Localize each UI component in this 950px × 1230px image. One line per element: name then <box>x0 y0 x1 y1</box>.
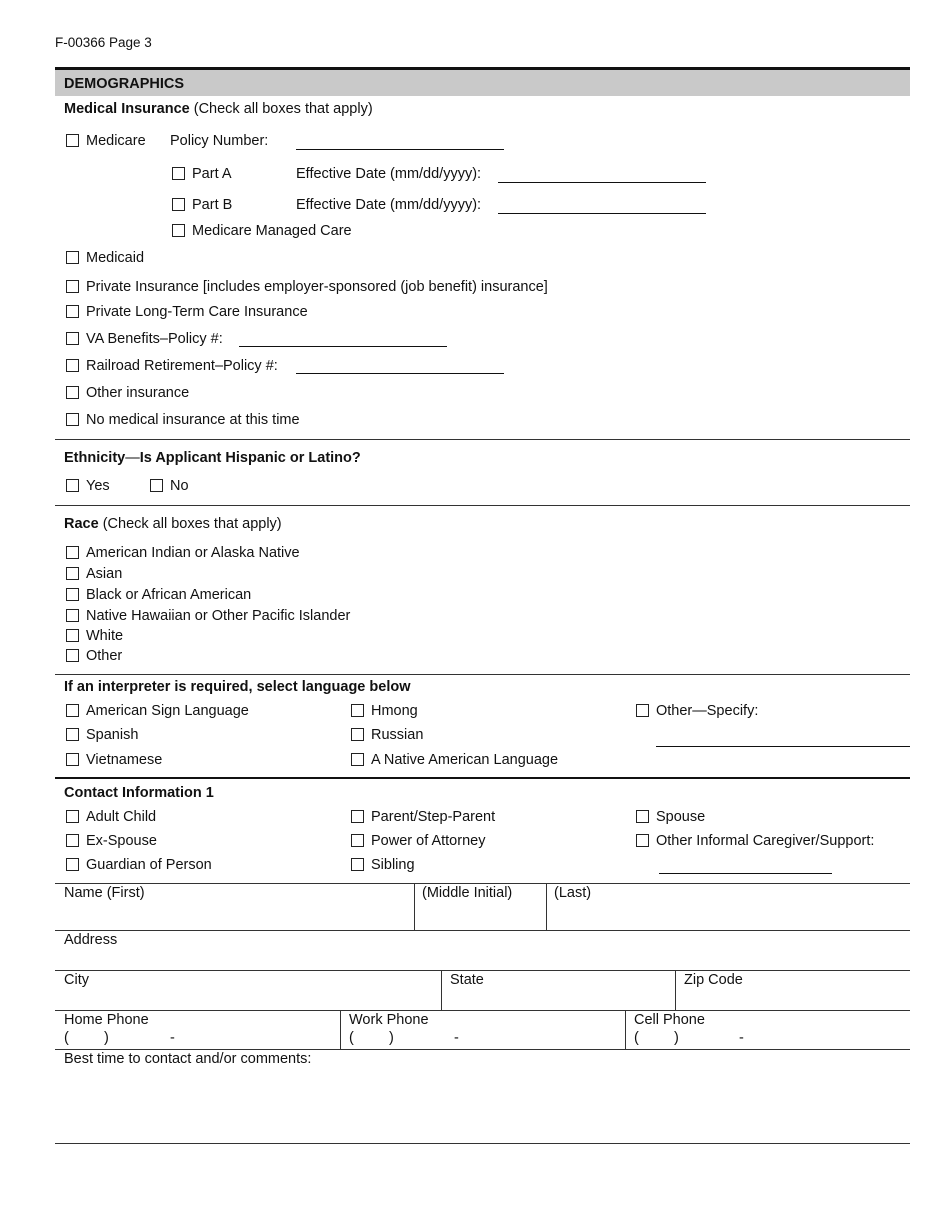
russian-label: Russian <box>371 727 424 743</box>
hmong-label: Hmong <box>371 703 418 719</box>
cell-phone-dash: - <box>739 1030 744 1046</box>
cell-divider <box>625 1010 626 1049</box>
ltc-insurance-checkbox[interactable] <box>66 305 79 318</box>
medical-insurance-heading: Medical Insurance (Check all boxes that apply) <box>64 101 373 117</box>
sibling-label: Sibling <box>371 857 415 873</box>
asl-checkbox[interactable] <box>66 704 79 717</box>
poa-label: Power of Attorney <box>371 833 486 849</box>
railroad-checkbox[interactable] <box>66 359 79 372</box>
other-insurance-label: Other insurance <box>86 385 190 401</box>
divider <box>55 883 910 884</box>
address-label: Address <box>64 932 118 948</box>
adult-child-label: Adult Child <box>86 809 157 825</box>
other-language-field[interactable] <box>656 746 910 747</box>
russian-checkbox[interactable] <box>351 728 364 741</box>
cell-phone-close: ) <box>674 1030 679 1046</box>
policy-number-field[interactable] <box>296 149 504 150</box>
vietnamese-label: Vietnamese <box>86 752 163 768</box>
part-a-effective-date-field[interactable] <box>498 182 706 183</box>
demographics-header <box>55 67 910 96</box>
cell-divider <box>675 970 676 1010</box>
race-checkbox[interactable] <box>66 588 79 601</box>
part-b-label: Part B <box>192 197 233 213</box>
parent-label: Parent/Step-Parent <box>371 809 496 825</box>
ethnicity-heading: Ethnicity—Is Applicant Hispanic or Latino? <box>64 450 361 466</box>
spanish-label: Spanish <box>86 727 139 743</box>
race-checkbox[interactable] <box>66 649 79 662</box>
cell-divider <box>441 970 442 1010</box>
interpreter-heading: If an interpreter is required, select language below <box>64 679 411 695</box>
divider <box>55 1049 910 1050</box>
other-caregiver-field[interactable] <box>659 873 832 874</box>
spouse-checkbox[interactable] <box>636 810 649 823</box>
hispanic-no-label: No <box>170 478 189 494</box>
divider <box>55 674 910 675</box>
cell-phone-open: ( <box>634 1030 639 1046</box>
other-language-checkbox[interactable] <box>636 704 649 717</box>
cell-divider <box>414 883 415 931</box>
native-american-checkbox[interactable] <box>351 753 364 766</box>
va-benefits-label: VA Benefits–Policy #: <box>86 331 223 347</box>
work-phone-open: ( <box>349 1030 354 1046</box>
adult-child-checkbox[interactable] <box>66 810 79 823</box>
guardian-label: Guardian of Person <box>86 857 212 873</box>
form-id: F-00366 Page 3 <box>55 35 152 50</box>
ex-spouse-checkbox[interactable] <box>66 834 79 847</box>
part-a-label: Part A <box>192 166 232 182</box>
divider <box>55 1143 910 1144</box>
medicare-label: Medicare <box>86 133 146 149</box>
hispanic-no-checkbox[interactable] <box>150 479 163 492</box>
other-caregiver-checkbox[interactable] <box>636 834 649 847</box>
middle-initial-label: (Middle Initial) <box>422 885 513 901</box>
managed-care-label: Medicare Managed Care <box>192 223 352 239</box>
home-phone-dash: - <box>170 1030 175 1046</box>
race-label: Asian <box>86 566 123 582</box>
race-label: American Indian or Alaska Native <box>86 545 300 561</box>
divider <box>55 970 910 971</box>
spanish-checkbox[interactable] <box>66 728 79 741</box>
cell-phone-label: Cell Phone <box>634 1012 705 1028</box>
home-phone-close: ) <box>104 1030 109 1046</box>
managed-care-checkbox[interactable] <box>172 224 185 237</box>
race-checkbox[interactable] <box>66 546 79 559</box>
parent-checkbox[interactable] <box>351 810 364 823</box>
no-insurance-checkbox[interactable] <box>66 413 79 426</box>
race-checkbox[interactable] <box>66 629 79 642</box>
part-a-checkbox[interactable] <box>172 167 185 180</box>
race-label: Native Hawaiian or Other Pacific Islander <box>86 608 351 624</box>
race-checkbox[interactable] <box>66 609 79 622</box>
contact-heading: Contact Information 1 <box>64 785 214 801</box>
other-insurance-checkbox[interactable] <box>66 386 79 399</box>
work-phone-close: ) <box>389 1030 394 1046</box>
ltc-insurance-label: Private Long-Term Care Insurance <box>86 304 308 320</box>
no-insurance-label: No medical insurance at this time <box>86 412 300 428</box>
city-label: City <box>64 972 89 988</box>
best-time-label: Best time to contact and/or comments: <box>64 1051 312 1067</box>
race-heading: Race (Check all boxes that apply) <box>64 516 282 532</box>
hmong-checkbox[interactable] <box>351 704 364 717</box>
divider <box>55 505 910 506</box>
divider <box>55 439 910 440</box>
divider <box>55 1010 910 1011</box>
sibling-checkbox[interactable] <box>351 858 364 871</box>
cell-divider <box>340 1010 341 1049</box>
medicaid-label: Medicaid <box>86 250 145 266</box>
railroad-label: Railroad Retirement–Policy #: <box>86 358 278 374</box>
other-language-label: Other—Specify: <box>656 703 759 719</box>
private-insurance-checkbox[interactable] <box>66 280 79 293</box>
part-b-effective-date-label: Effective Date (mm/dd/yyyy): <box>296 197 482 213</box>
other-caregiver-label: Other Informal Caregiver/Support: <box>656 833 875 849</box>
demographics-title: DEMOGRAPHICS <box>64 76 185 92</box>
home-phone-label: Home Phone <box>64 1012 149 1028</box>
va-benefits-checkbox[interactable] <box>66 332 79 345</box>
vietnamese-checkbox[interactable] <box>66 753 79 766</box>
spouse-label: Spouse <box>656 809 706 825</box>
poa-checkbox[interactable] <box>351 834 364 847</box>
guardian-checkbox[interactable] <box>66 858 79 871</box>
part-a-effective-date-label: Effective Date (mm/dd/yyyy): <box>296 166 482 182</box>
railroad-policy-field[interactable] <box>296 373 504 374</box>
race-checkbox[interactable] <box>66 567 79 580</box>
work-phone-label: Work Phone <box>349 1012 429 1028</box>
hispanic-yes-checkbox[interactable] <box>66 479 79 492</box>
asl-label: American Sign Language <box>86 703 249 719</box>
ex-spouse-label: Ex-Spouse <box>86 833 157 849</box>
name-first-label: Name (First) <box>64 885 145 901</box>
policy-number-label: Policy Number: <box>170 133 269 149</box>
race-label: Other <box>86 648 123 664</box>
state-label: State <box>450 972 484 988</box>
native-american-label: A Native American Language <box>371 752 559 768</box>
zip-label: Zip Code <box>684 972 743 988</box>
part-b-effective-date-field[interactable] <box>498 213 706 214</box>
cell-divider <box>546 883 547 931</box>
home-phone-open: ( <box>64 1030 69 1046</box>
hispanic-yes-label: Yes <box>86 478 110 494</box>
work-phone-dash: - <box>454 1030 459 1046</box>
race-label: White <box>86 628 124 644</box>
medicare-checkbox[interactable] <box>66 134 79 147</box>
private-insurance-label: Private Insurance [includes employer-sponsored (job benefit) insurance] <box>86 279 548 295</box>
va-policy-field[interactable] <box>239 346 447 347</box>
part-b-checkbox[interactable] <box>172 198 185 211</box>
section-divider <box>55 777 910 779</box>
medicaid-checkbox[interactable] <box>66 251 79 264</box>
divider <box>55 930 910 931</box>
last-name-label: (Last) <box>554 885 592 901</box>
comments-area[interactable] <box>55 1070 910 1142</box>
race-label: Black or African American <box>86 587 252 603</box>
